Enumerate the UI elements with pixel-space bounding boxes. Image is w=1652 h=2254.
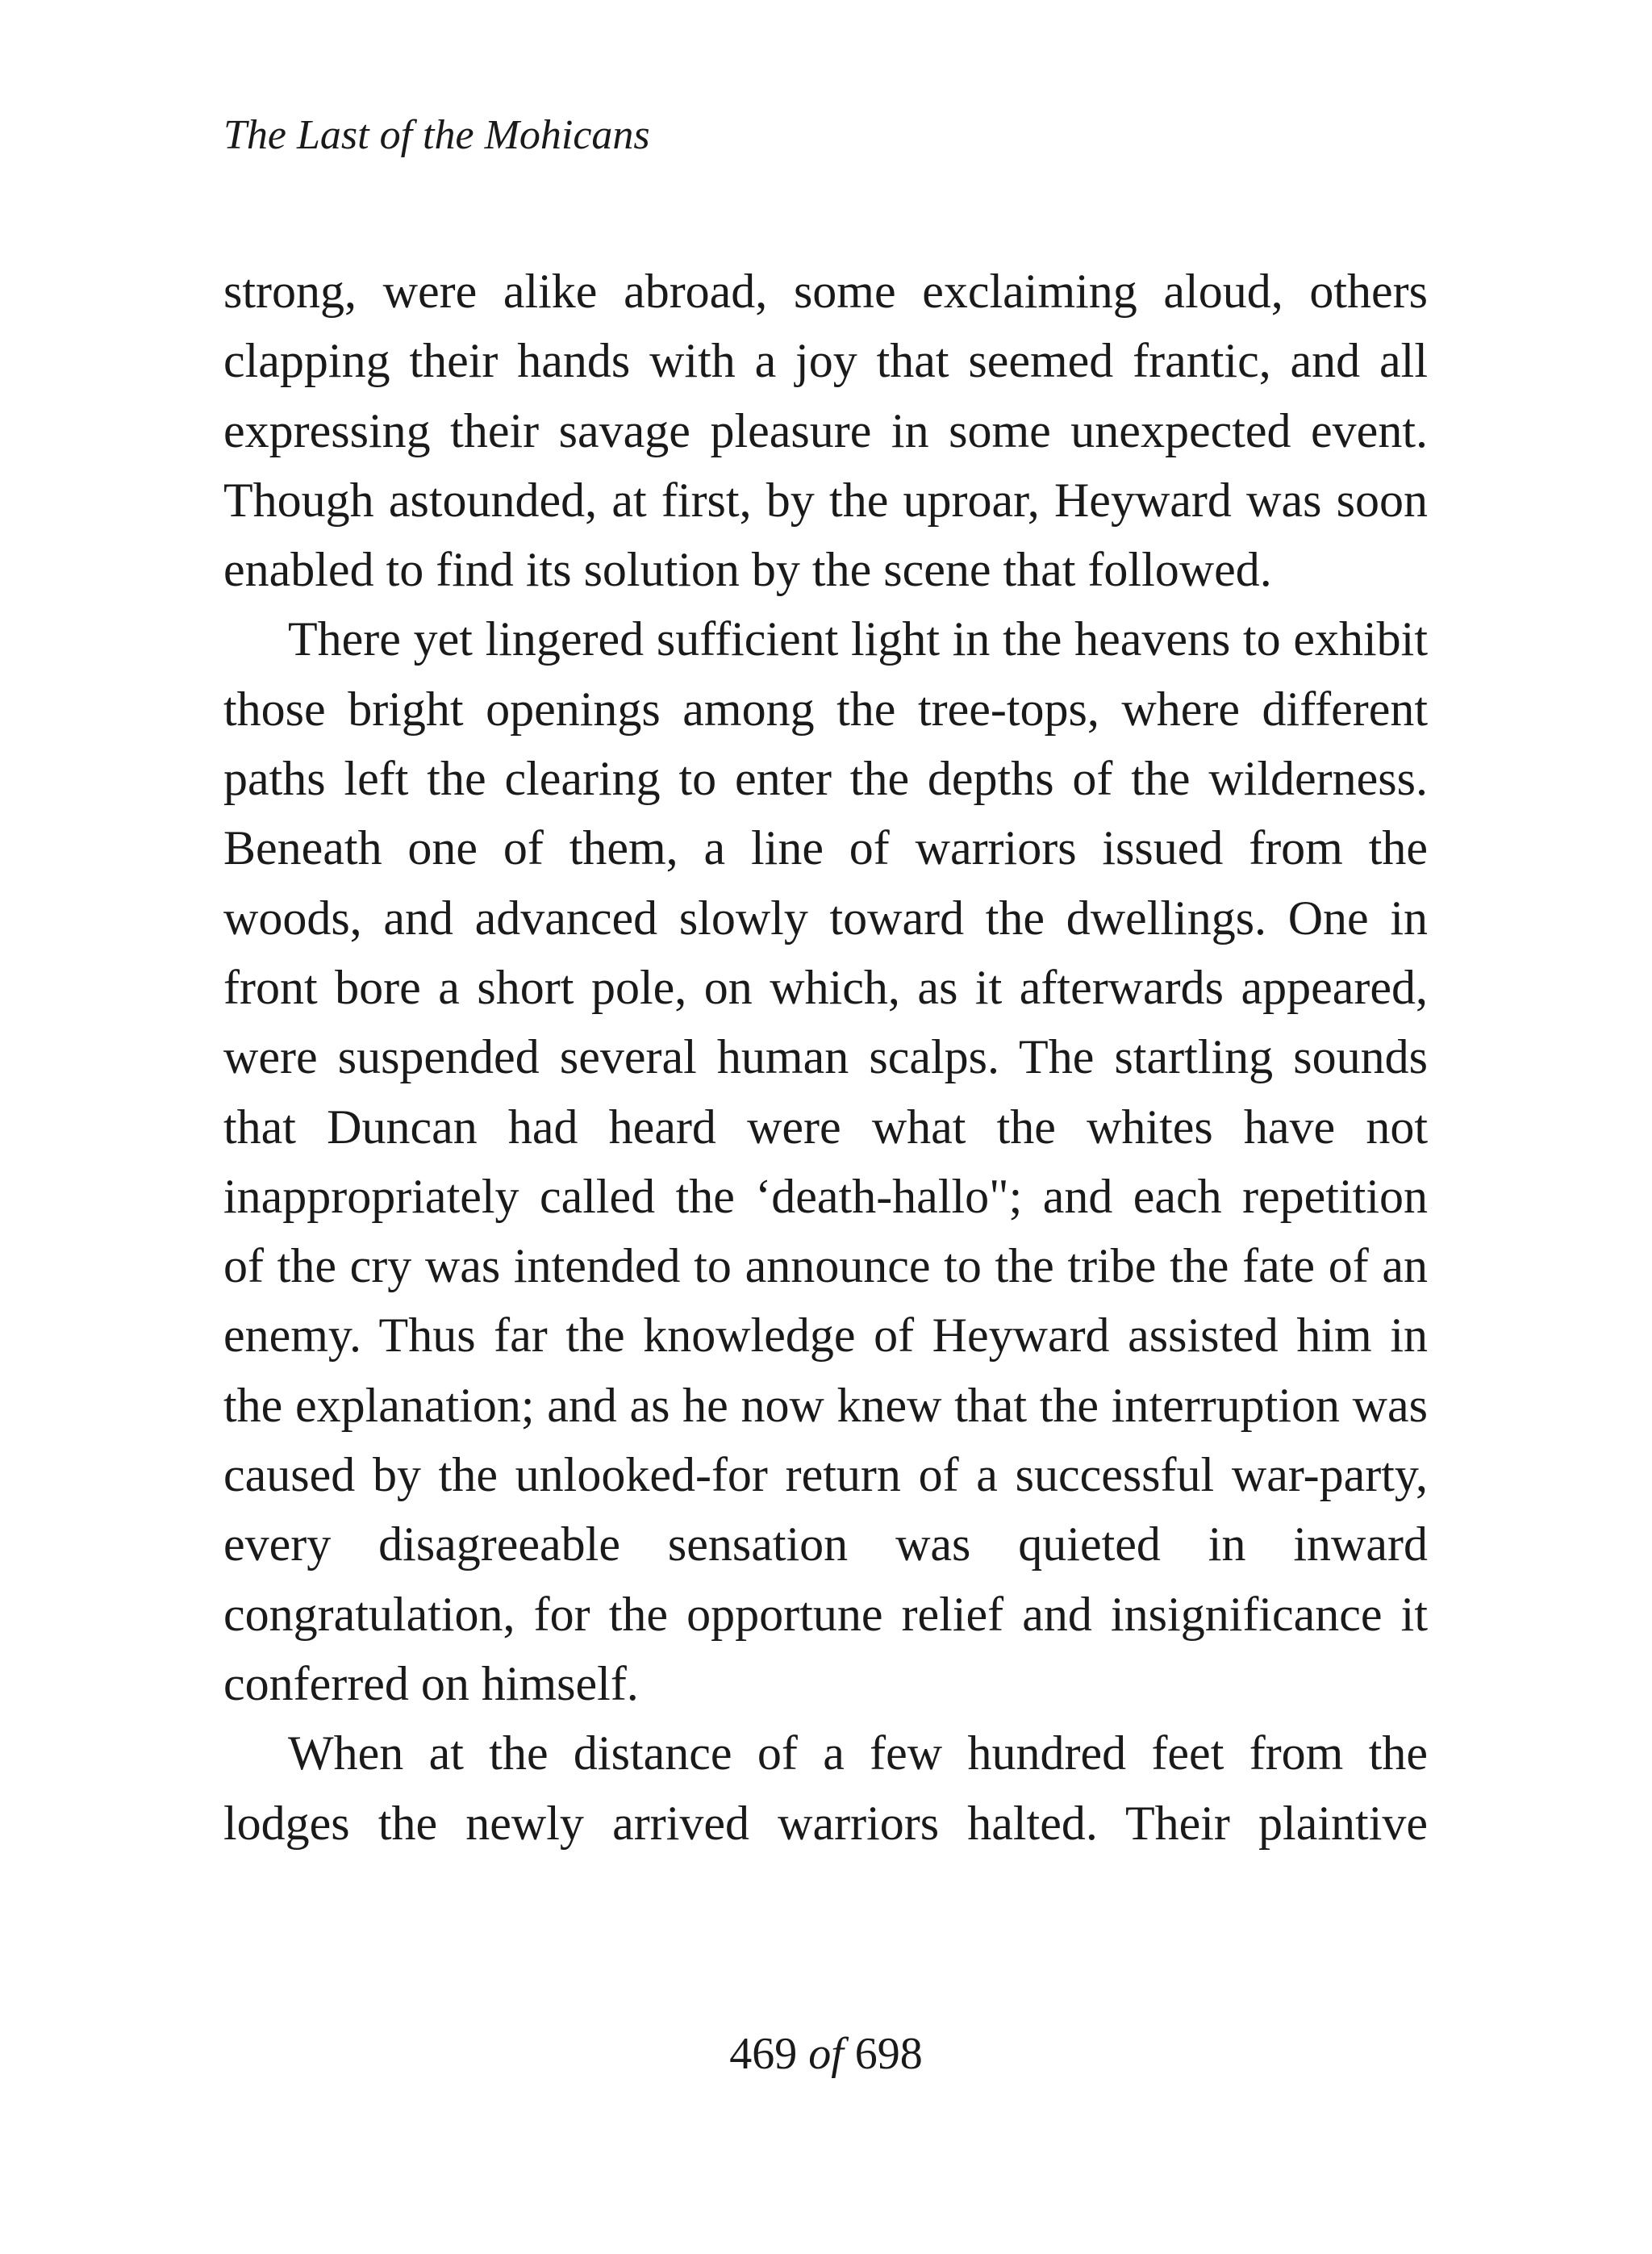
page-number <box>0 2028 1652 2080</box>
paragraph-3: When at the distance of a few hundred feet from the lodges the newly arrived warriors halted. Their plaintive <box>223 1726 1428 1850</box>
paragraph-1: strong, were alike abroad, some exclaiming aloud, others clapping their hands with a joy that seemed frantic, and all expressing their savage pleasure in some unexpected event. Though astounded, at first, by the uproar, Heyward was soon enabled to find its solution by the scene that followed. <box>223 265 1428 597</box>
current-page-number: 469 <box>729 2029 798 2079</box>
body-text <box>223 257 1428 1858</box>
total-page-count: 698 <box>854 2029 923 2079</box>
page-separator: of <box>808 2029 844 2079</box>
paragraph-2: There yet lingered sufficient light in the heavens to exhibit those bright openings among the tree-tops, where different paths left the clearing to enter the depths of the wilderness. Beneath one of them, a line of warriors issued from the woods, and advanced slowly toward the dwellings. One in front bore a short pole, on which, as it afterwards appeared, were suspended several human scalps. The startling sounds that Duncan had heard were what the whites have not inappropriately called the ‘death-hallo"; and each repetition of the cry was intended to announce to the tribe the fate of an enemy. Thus far the knowledge of Heyward assisted him in the explanation; and as he now knew that the interruption was caused by the unlooked-for return of a successful war-party, every disagreeable sensation was quieted in inward congratulation, for the opportune relief and insignificance it conferred on himself. <box>223 612 1428 1710</box>
running-title: The Last of the Mohicans <box>223 112 650 158</box>
